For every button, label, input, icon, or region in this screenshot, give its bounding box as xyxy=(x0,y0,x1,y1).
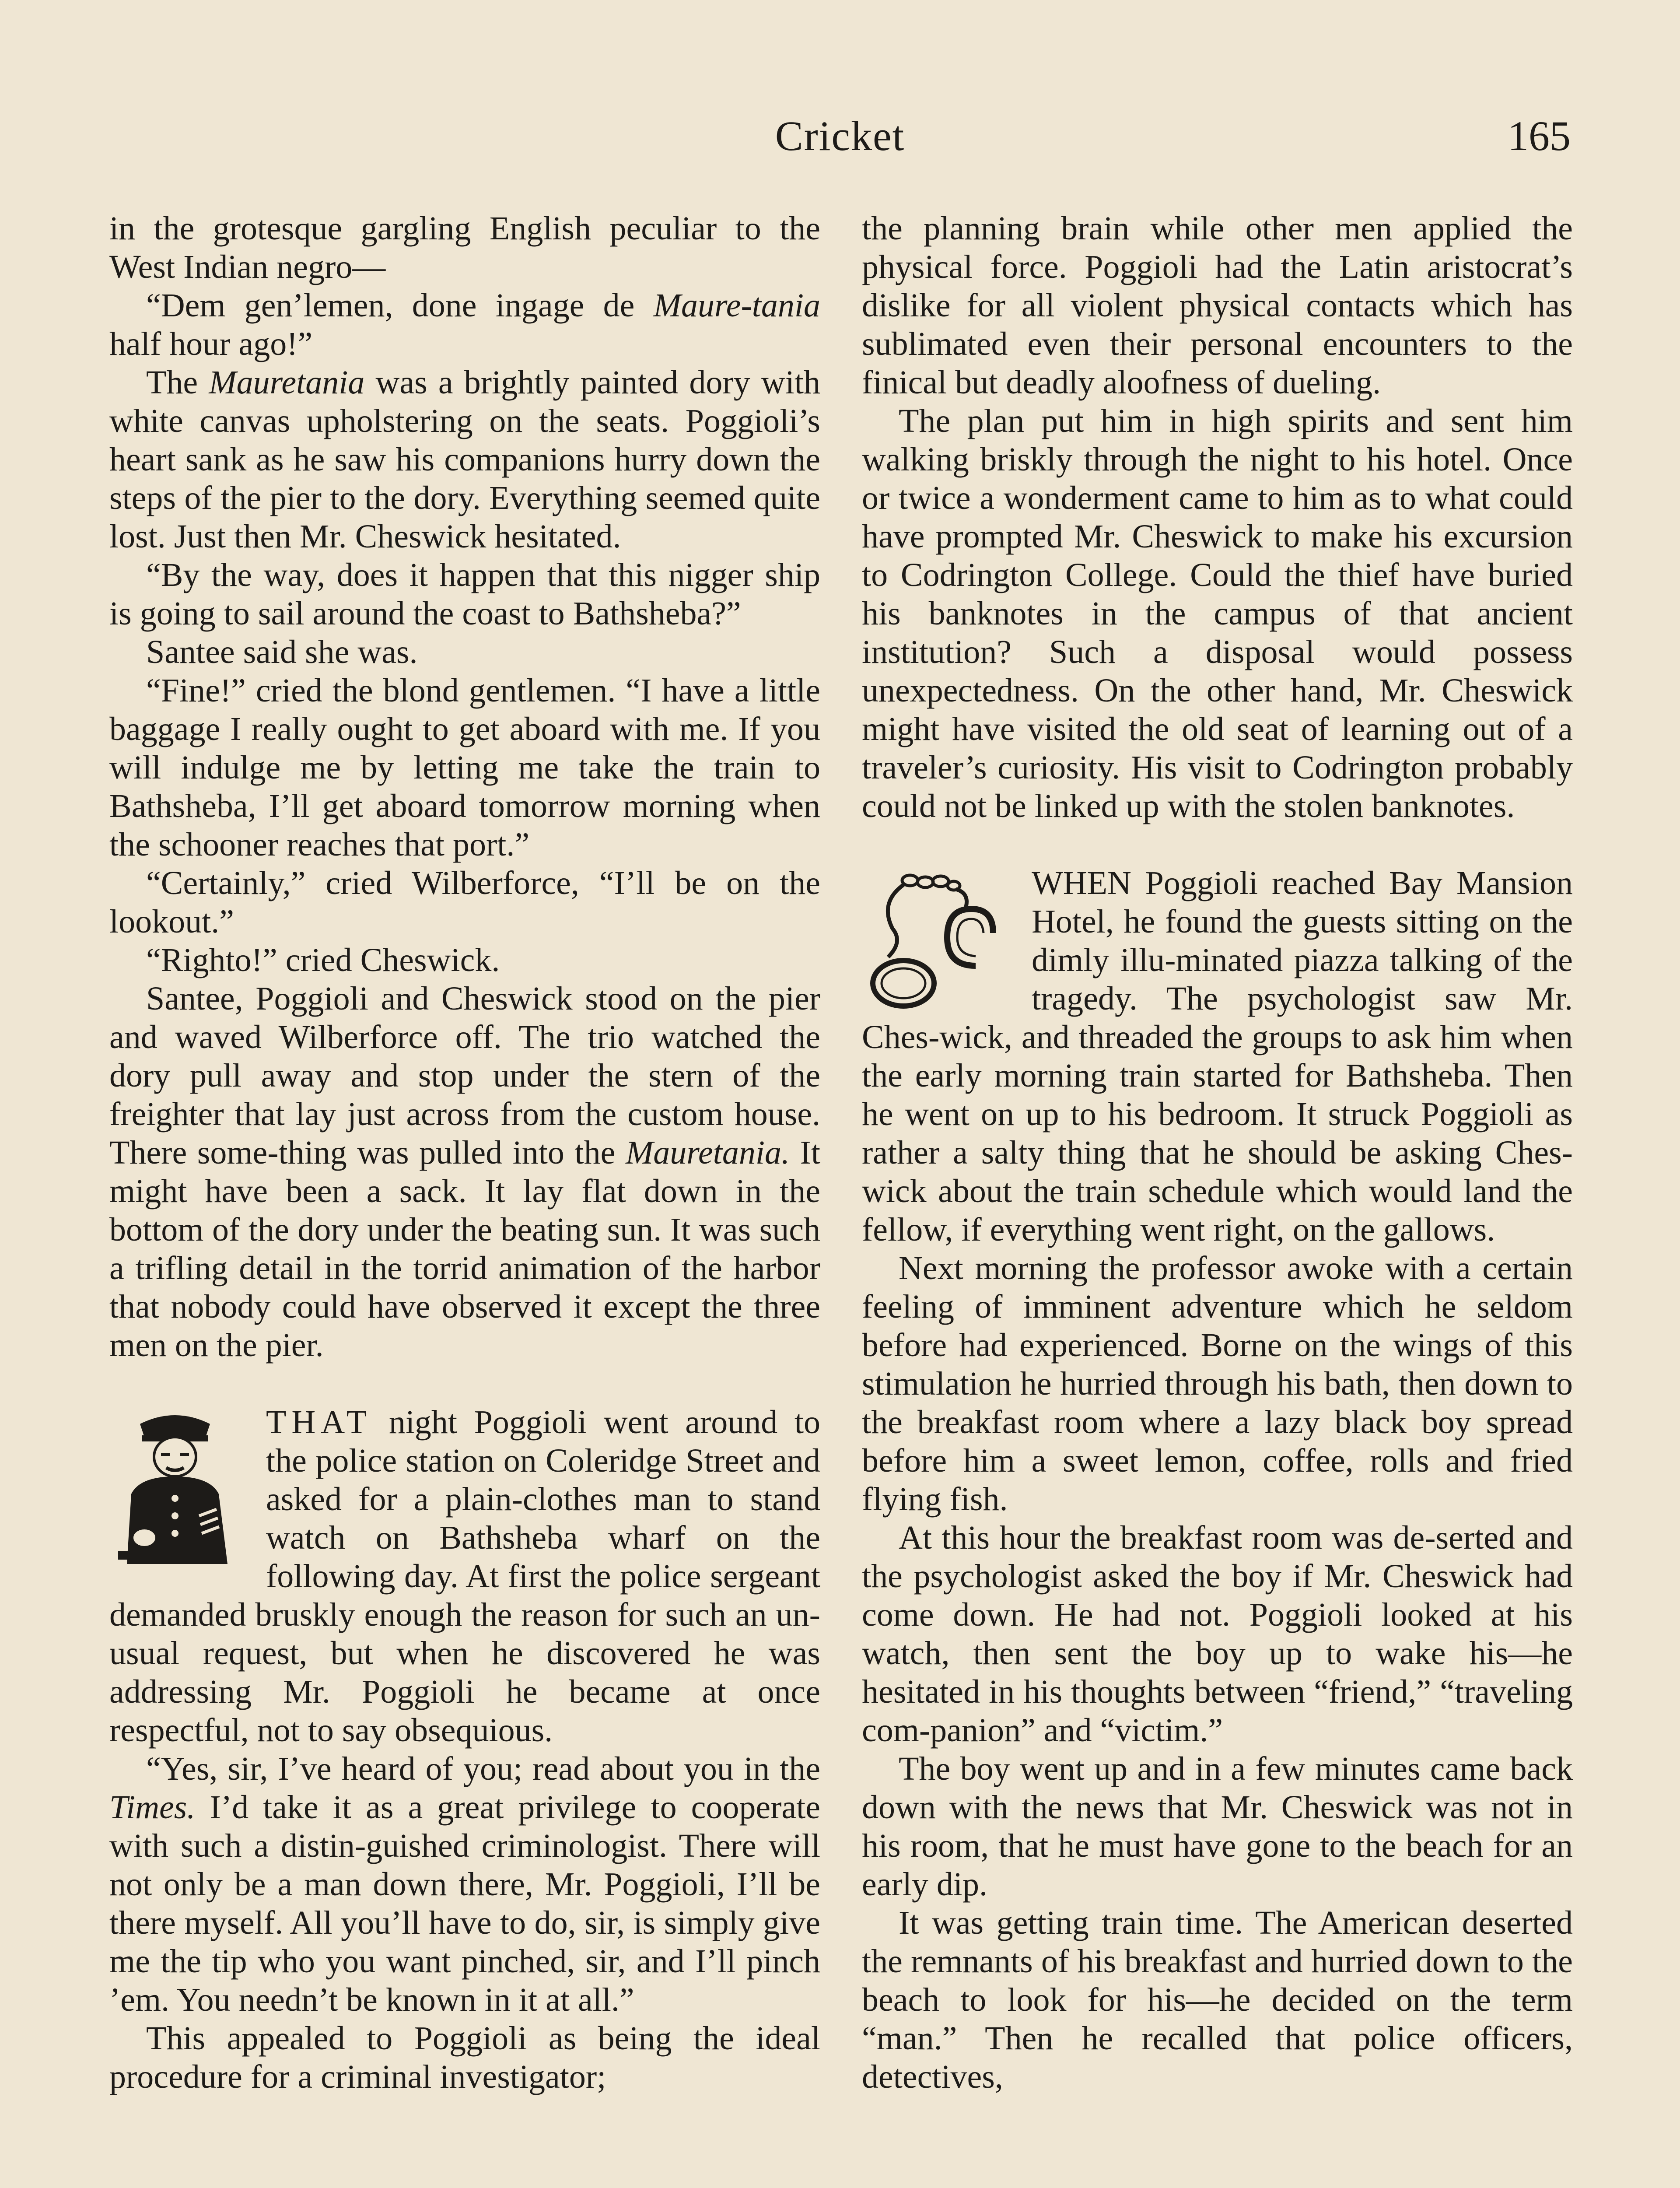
right-column xyxy=(862,209,1573,2096)
paragraph: This appealed to Poggioli as being the ideal procedure for a criminal investigator; xyxy=(109,2020,820,2095)
handcuffs-illustration xyxy=(862,867,1011,1016)
section-paragraph: THAT night Poggioli went around to the police station on Coleridge Street and asked for a plain-clothes man to stand watch on Bathsheba wharf on the following day. At first the police sergeant demanded bruskly enough the reason for such an un-usual request, but when he discovered he was addressing Mr. Poggioli he became at once respectful, not to say obsequious. xyxy=(109,1404,820,1749)
paragraph: It was getting train time. The American deserted the remnants of his breakfast and hurried down to the beach to look for his—he decided on the term “man.” Then he recalled that police officers, detectives, xyxy=(862,1904,1573,2095)
policeman-illustration xyxy=(109,1406,245,1564)
paragraph: The boy went up and in a few minutes came back down with the news that Mr. Cheswick was not in his room, that he must have gone to the beach for an early dip. xyxy=(862,1750,1573,1903)
paragraph: “Righto!” cried Cheswick. xyxy=(146,942,500,978)
paragraph: The plan put him in high spirits and sent him walking briskly through the night to his hotel. Once or twice a wonderment came to him as to what could have prompted Mr. Cheswick to make his excursion to Codrington College. Could the thief have buried his banknotes in the campus of that ancient institution? Such a disposal would possess unexpectedness. On the other hand, Mr. Cheswick might have visited the old seat of learning out of a traveler’s curiosity. His visit to Codrington probably could not be linked up with the stolen banknotes. xyxy=(862,403,1573,824)
paragraph: Next morning the professor awoke with a certain feeling of imminent adventure which he seldom before had experienced. Borne on the wings of this stimulation he hurried through his bath, then down to the breakfast room where a lazy black boy spread before him a sweet lemon, coffee, rolls and fried flying fish. xyxy=(862,1250,1573,1518)
left-column xyxy=(109,209,820,2096)
page-number: 165 xyxy=(1508,112,1571,159)
paragraph: At this hour the breakfast room was de-serted and the psychologist asked the boy if Mr. Cheswick had come down. He had not. Poggioli looked at his watch, then sent the boy up to wake his—he hesitated in his thoughts between “friend,” “traveling com-panion” and “victim.” xyxy=(862,1519,1573,1749)
paragraph: “Dem gen’lemen, done ingage de Maure-tania half hour ago!” xyxy=(109,287,820,362)
paragraph: Santee, Poggioli and Cheswick stood on the pier and waved Wilberforce off. The trio watched the dory pull away and stop under the stern of the freighter that lay just across from the custom house. There some-thing was pulled into the Mauretania. It might have been a sack. It lay flat down in the bottom of the dory under the beating sun. It was such a trifling detail in the torrid animation of the harbor that nobody could have observed it except the three men on the pier. xyxy=(109,980,820,1364)
paragraph: in the grotesque gargling English peculiar to the West Indian negro— xyxy=(109,210,820,285)
paragraph: The Mauretania was a brightly painted dory with white canvas upholstering on the seats. Poggioli’s heart sank as he saw his companions hurry down the steps of the pier to the dory. Everything seemed quite lost. Just then Mr. Cheswick hesitated. xyxy=(109,364,821,555)
paragraph: “By the way, does it happen that this nigger ship is going to sail around the coast to Bathsheba?” xyxy=(109,557,820,632)
paragraph: “Yes, sir, I’ve heard of you; read about you in the Times. I’d take it as a great privilege to cooperate with such a distin-guished criminologist. There will not only be a man down there, Mr. Poggioli, I’ll be there myself. All you’ll have to do, sir, is simply give me the tip who you want pinched, sir, and I’ll pinch ’em. You needn’t be known in it at all.” xyxy=(109,1750,820,2018)
section-paragraph: WHEN Poggioli reached Bay Mansion Hotel, he found the guests sitting on the dimly illu-minated piazza talking of the tragedy. The psychologist saw Mr. Ches-wick, and threaded the groups to ask him when the early morning train started for Bathsheba. Then he went on up to his bedroom. It struck Poggioli as rather a salty thing that he should be asking Ches-wick about the train schedule which would land the fellow, if everything went right, on the gallows. xyxy=(862,865,1573,1248)
paragraph: Santee said she was. xyxy=(146,634,418,670)
paragraph: the planning brain while other men applied the physical force. Poggioli had the Latin aristocrat’s dislike for all violent physical contacts which has sublimated even their personal encounters to the finical but deadly aloofness of dueling. xyxy=(862,210,1573,401)
paragraph: “Fine!” cried the blond gentlemen. “I have a little baggage I really ought to get aboard with me. If you will indulge me by letting me take the train to Bathsheba, I’ll get aboard tomorrow morning when the schooner reaches that port.” xyxy=(109,672,820,863)
running-head: Cricket xyxy=(775,112,905,159)
paragraph: “Certainly,” cried Wilberforce, “I’ll be on the lookout.” xyxy=(109,865,820,940)
page-header xyxy=(109,112,1571,168)
